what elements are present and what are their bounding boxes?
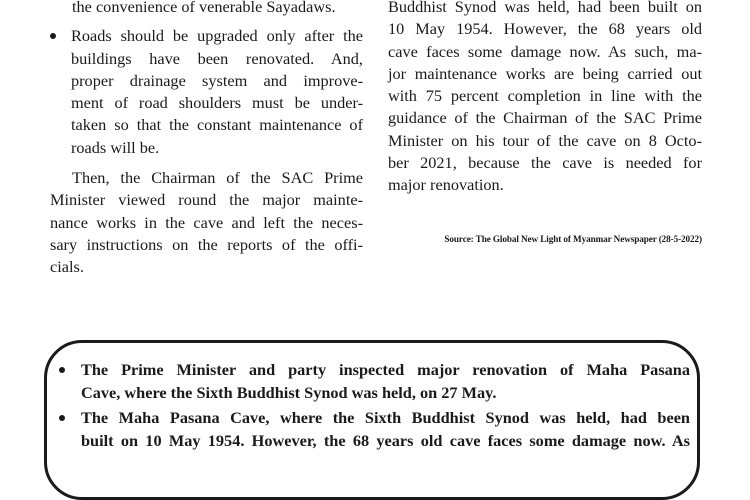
text-line: guidance of the Chairman of the SAC Prime [388,108,702,128]
summary-item [57,359,690,404]
right-column [388,0,702,197]
source-citation: Source: The Global New Light of Myanmar Newspaper (28-5-2022) [444,234,702,244]
text-line: ber 2021, because the cave is needed for [388,153,702,173]
right-paragraph [388,0,702,197]
text-line: the convenience of venerable Sayadaws. [72,0,336,16]
text-line: Minister on his tour of the cave on 8 Octo- [388,130,702,150]
text-line: ment of road shoulders must be under- [71,93,363,113]
paragraph-chairman [50,167,363,278]
bullet-icon [59,415,65,421]
left-partial-paragraph [50,0,363,18]
bullet-icon [59,367,65,373]
text-line: nance works in the cave and left the neces- [50,212,363,232]
text-line: Buddhist Synod was held, had been built on [388,0,702,16]
text-line: with 75 percent completion in line with the [388,86,702,106]
text-line: The Maha Pasana Cave, where the Sixth Buddhist Synod was held, had been [81,408,690,428]
text-line: Cave, where the Sixth Buddhist Synod was held, on 27 May. [81,382,497,402]
summary-item [57,407,690,452]
text-line: cave faces some damage now. As such, ma- [388,41,702,61]
bullet-text [71,25,363,159]
text-line: jor maintenance works are being carried out [388,63,702,83]
text-line: 10 May 1954. However, the 68 years old [388,19,702,39]
text-line: major renovation. [388,175,504,195]
text-line: Minister viewed round the major mainte- [50,190,363,210]
text-line: sary instructions on the reports of the offi- [50,234,363,254]
text-line: Then, the Chairman of the SAC Prime [72,168,363,188]
text-line: The Prime Minister and party inspected major renovation of Maha Pasana [81,360,690,379]
text-line: cials. [50,257,84,277]
bullet-icon [50,33,56,39]
left-column [50,0,363,279]
summary-list [57,359,690,455]
text-line: buildings have been renovated. And, [71,48,363,68]
text-line: taken so that the constant maintenance of [71,115,363,135]
text-line: proper drainage system and improve- [71,70,363,90]
text-line: roads will be. [71,137,160,157]
bullet-item-roads [50,25,363,159]
text-line: Roads should be upgraded only after the [71,26,363,46]
text-line: built on 10 May 1954. However, the 68 years old cave faces some damage now. As [81,430,690,450]
